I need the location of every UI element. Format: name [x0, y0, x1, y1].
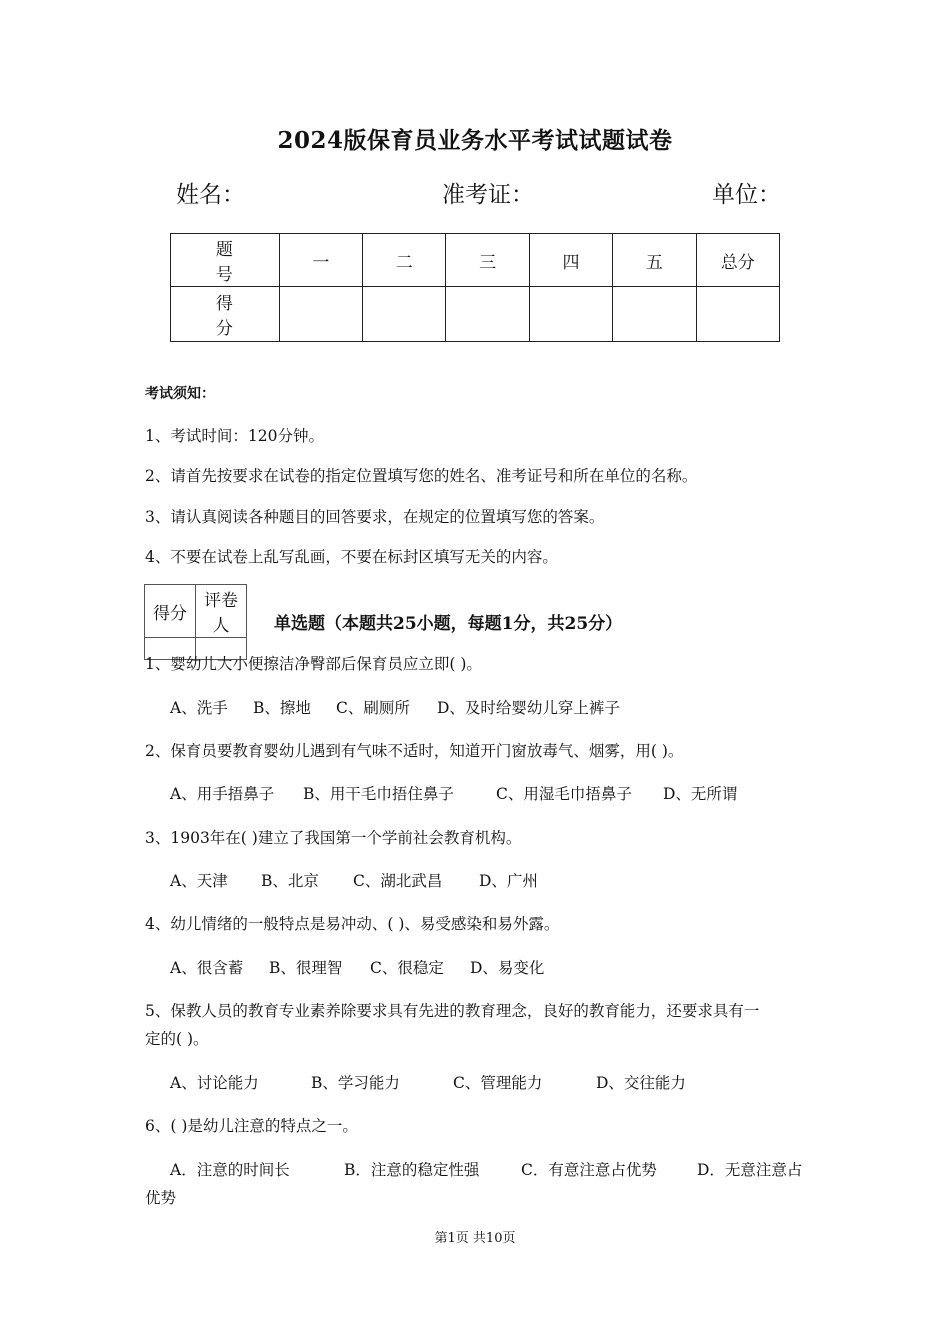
option: C．有意注意占优势: [521, 1161, 657, 1179]
score-cell[interactable]: [363, 287, 446, 342]
score-cell[interactable]: [613, 287, 696, 342]
option: C、很稳定: [370, 959, 444, 977]
score-row-label: 得 分: [171, 287, 280, 342]
question-stem: 2、保育员要教育婴幼儿遇到有气味不适时，知道开门窗放毒气、烟雾，用( )。: [145, 742, 684, 760]
question-stem: 6、( )是幼儿注意的特点之一。: [145, 1117, 358, 1135]
option: A、洗手: [170, 699, 228, 717]
score-table-header-cell: 一: [279, 234, 362, 287]
option: B、很理智: [269, 959, 343, 977]
notice-title: 考试须知：: [145, 386, 215, 402]
score-table-header-row: [171, 234, 780, 287]
section-title: 单选题（本题共25小题，每题1分，共25分）: [274, 614, 623, 634]
question-stem: 5、保教人员的教育专业素养除要求具有先进的教育理念，良好的教育能力，还要求具有一: [145, 1002, 760, 1020]
option: B、学习能力: [311, 1074, 400, 1092]
option: A、讨论能力: [170, 1074, 259, 1092]
option-continued: 优势: [145, 1189, 177, 1207]
option: C、用湿毛巾捂鼻子: [496, 785, 632, 803]
score-cell[interactable]: [279, 287, 362, 342]
page-title: 2024版保育员业务水平考试试题试卷: [277, 127, 673, 154]
score-table-header-cell: 题 号: [171, 234, 280, 287]
grader-box: [144, 584, 247, 660]
option: D、无所谓: [663, 785, 738, 803]
score-table-header-cell: 五: [613, 234, 696, 287]
notice-item: 4、不要在试卷上乱写乱画，不要在标封区填写无关的内容。: [145, 548, 558, 566]
grader-score-label: 得分: [145, 585, 196, 638]
option: B、擦地: [253, 699, 311, 717]
notice-item: 2、请首先按要求在试卷的指定位置填写您的姓名、准考证号和所在单位的名称。: [145, 467, 698, 485]
option: A、很含蓄: [170, 959, 244, 977]
name-label: 姓名：: [176, 182, 245, 208]
option: C、管理能力: [453, 1074, 543, 1092]
exam-number-label: 准考证：: [442, 182, 534, 208]
score-table-header-cell: 二: [363, 234, 446, 287]
score-cell[interactable]: [696, 287, 779, 342]
option: D、及时给婴幼儿穿上裤子: [437, 699, 620, 717]
question-stem: 4、幼儿情绪的一般特点是易冲动、( )、易受感染和易外露。: [145, 915, 560, 933]
question-stem-continued: 定的( )。: [145, 1030, 209, 1048]
unit-label: 单位：: [712, 182, 781, 208]
score-table-header-cell: 四: [529, 234, 612, 287]
option: D、易变化: [470, 959, 545, 977]
notice-item: 3、请认真阅读各种题目的回答要求，在规定的位置填写您的答案。: [145, 508, 605, 526]
option: A、天津: [170, 872, 228, 890]
option: C、湖北武昌: [353, 872, 443, 890]
option: C、刷厕所: [336, 699, 410, 717]
score-cell[interactable]: [529, 287, 612, 342]
option: D．无意注意占: [697, 1161, 803, 1179]
notice-item: 1、考试时间：120分钟。: [145, 427, 324, 445]
option: B、用干毛巾捂住鼻子: [303, 785, 454, 803]
score-cell[interactable]: [446, 287, 529, 342]
question-stem: 3、1903年在( )建立了我国第一个学前社会教育机构。: [145, 829, 522, 847]
score-table: [170, 233, 780, 342]
grader-name-label: 评卷人: [196, 585, 247, 638]
score-table-header-cell: 总分: [696, 234, 779, 287]
score-table-score-row: [171, 287, 780, 342]
option: B、北京: [261, 872, 319, 890]
option: A、用手捂鼻子: [170, 785, 275, 803]
option: D、交往能力: [596, 1074, 686, 1092]
score-table-header-cell: 三: [446, 234, 529, 287]
option: D、广州: [479, 872, 538, 890]
option: B．注意的稳定性强: [344, 1161, 480, 1179]
question-stem: 1、婴幼儿大小便擦洁净臀部后保育员应立即( )。: [145, 655, 482, 673]
page-footer: 第1页 共10页: [434, 1231, 516, 1246]
option: A．注意的时间长: [170, 1161, 290, 1179]
